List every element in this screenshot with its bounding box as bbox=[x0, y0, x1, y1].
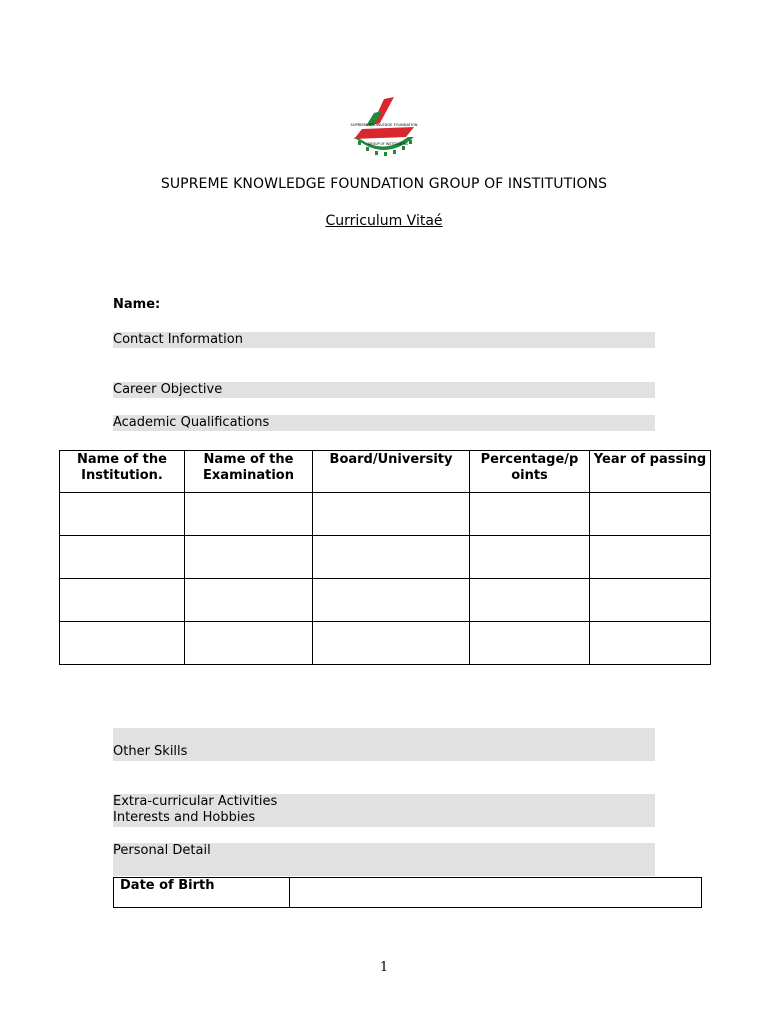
table-cell[interactable] bbox=[313, 536, 470, 579]
table-cell[interactable] bbox=[590, 493, 711, 536]
page-title: SUPREME KNOWLEDGE FOUNDATION GROUP OF INSTITUTIONS bbox=[160, 176, 608, 192]
contact-information-label: Contact Information bbox=[113, 332, 243, 347]
table-cell[interactable] bbox=[313, 579, 470, 622]
table-cell[interactable] bbox=[590, 579, 711, 622]
header-board-university: Board/University bbox=[313, 451, 470, 493]
other-skills-label: Other Skills bbox=[113, 744, 188, 759]
extra-curricular-section bbox=[113, 794, 655, 827]
table-row bbox=[60, 579, 711, 622]
table-header-row bbox=[60, 451, 711, 493]
contact-information-section bbox=[113, 332, 655, 348]
table-row bbox=[60, 536, 711, 579]
table-cell[interactable] bbox=[470, 622, 590, 665]
header-year-of-passing: Year of passing bbox=[590, 451, 711, 493]
table-cell[interactable] bbox=[60, 579, 185, 622]
header-examination: Name of the Examination bbox=[185, 451, 313, 493]
table-cell[interactable] bbox=[185, 579, 313, 622]
table-cell[interactable] bbox=[470, 536, 590, 579]
table-cell[interactable] bbox=[60, 493, 185, 536]
table-cell[interactable] bbox=[60, 622, 185, 665]
table-cell[interactable] bbox=[590, 622, 711, 665]
qualifications-table bbox=[59, 450, 711, 665]
table-cell[interactable] bbox=[185, 622, 313, 665]
table-cell[interactable] bbox=[60, 536, 185, 579]
table-cell[interactable] bbox=[185, 536, 313, 579]
table-cell[interactable] bbox=[313, 622, 470, 665]
table-row bbox=[60, 493, 711, 536]
table-row bbox=[60, 622, 711, 665]
table-row bbox=[114, 878, 702, 908]
academic-qualifications-label: Academic Qualifications bbox=[113, 415, 270, 430]
institution-logo bbox=[344, 93, 424, 163]
personal-detail-table bbox=[113, 877, 702, 908]
interests-hobbies-label: Interests and Hobbies bbox=[113, 810, 256, 825]
other-skills-section bbox=[113, 728, 655, 761]
date-of-birth-label: Date of Birth bbox=[114, 878, 290, 908]
page-number: 1 bbox=[379, 960, 389, 975]
svg-text:SUPREME KNOWLEDGE FOUNDATION: SUPREME KNOWLEDGE FOUNDATION bbox=[350, 123, 418, 127]
academic-qualifications-section bbox=[113, 415, 655, 431]
document-subtitle: Curriculum Vitaé bbox=[325, 213, 443, 229]
header-percentage: Percentage/p oints bbox=[470, 451, 590, 493]
personal-detail-section bbox=[113, 843, 655, 876]
extra-curricular-label: Extra-curricular Activities bbox=[113, 794, 278, 809]
table-cell[interactable] bbox=[590, 536, 711, 579]
personal-detail-label: Personal Detail bbox=[113, 843, 211, 858]
header-institution: Name of the Institution. bbox=[60, 451, 185, 493]
table-cell[interactable] bbox=[185, 493, 313, 536]
table-cell[interactable] bbox=[470, 579, 590, 622]
table-cell[interactable] bbox=[313, 493, 470, 536]
career-objective-label: Career Objective bbox=[113, 382, 223, 397]
date-of-birth-field[interactable] bbox=[290, 878, 702, 908]
table-cell[interactable] bbox=[470, 493, 590, 536]
svg-text:GROUP OF INSTITUTIONS: GROUP OF INSTITUTIONS bbox=[367, 142, 409, 146]
name-label: Name: bbox=[113, 297, 161, 312]
career-objective-section bbox=[113, 382, 655, 398]
